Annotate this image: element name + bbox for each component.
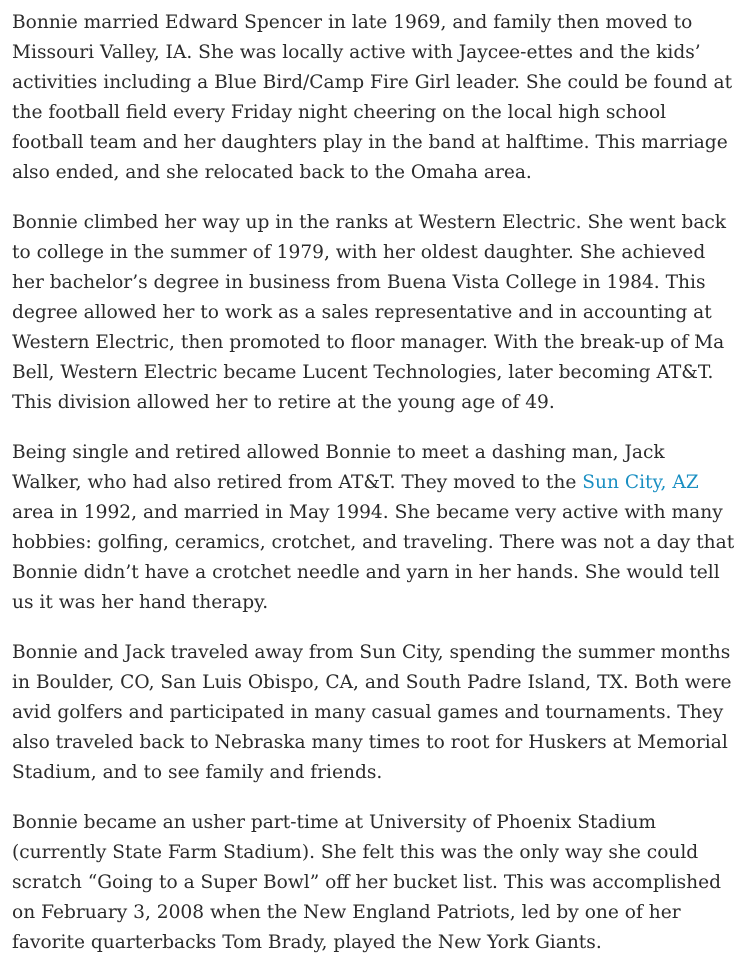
paragraph-marriage-spencer: Bonnie married Edward Spencer in late 1969, and family then moved to Missouri Valley, IA. She was locally active with Jaycee-ettes and the kids’ activities including a Blue Bird/Camp Fire Girl leader. She could be found at the football field every Friday night cheering on the local high school football team and her daughters play in the band at halftime. This marriage also ended, and she relocated back to the Omaha area. — [12, 12, 733, 183]
paragraph-jack-walker — [12, 438, 737, 618]
paragraph-travels: Bonnie and Jack traveled away from Sun City, spending the summer months in Boulder, CO, San Luis Obispo, CA, and South Padre Island, TX. Both were avid golfers and participated in many casual games and tournaments. They also traveled back to Nebraska many times to root for Huskers at Memorial Stadium, and to see family and friends. — [12, 642, 732, 783]
sun-city-link[interactable]: Sun City, AZ — [582, 472, 699, 493]
paragraph-text-segment: area in 1992, and married in May 1994. She became very active with many hobbies: golfing, ceramics, crotchet, and traveling. There was not a day that Bonnie didn’t have a crotchet needle and yarn in her hands. She would tell us it was her hand therapy. — [12, 502, 735, 613]
paragraph-text-segment: Being single and retired allowed Bonnie to meet a dashing man, Jack Walker, who had also retired from AT&T. They moved to the — [12, 442, 665, 493]
paragraph-western-electric: Bonnie climbed her way up in the ranks at Western Electric. She went back to college in the summer of 1979, with her oldest daughter. She achieved her bachelor’s degree in business from Buena Vista College in 1984. This degree allowed her to work as a sales representative and in accounting at Western Electric, then promoted to floor manager. With the break-up of Ma Bell, Western Electric became Lucent Technologies, later becoming AT&T. This division allowed her to retire at the young age of 49. — [12, 212, 727, 413]
paragraph-super-bowl: Bonnie became an usher part-time at University of Phoenix Stadium (currently State Farm Stadium). She felt this was the only way she could scratch “Going to a Super Bowl” off her bucket list. This was accomplished on February 3, 2008 when the New England Patriots, led by one of her favorite quarterbacks Tom Brady, played the New York Giants. — [12, 812, 722, 953]
